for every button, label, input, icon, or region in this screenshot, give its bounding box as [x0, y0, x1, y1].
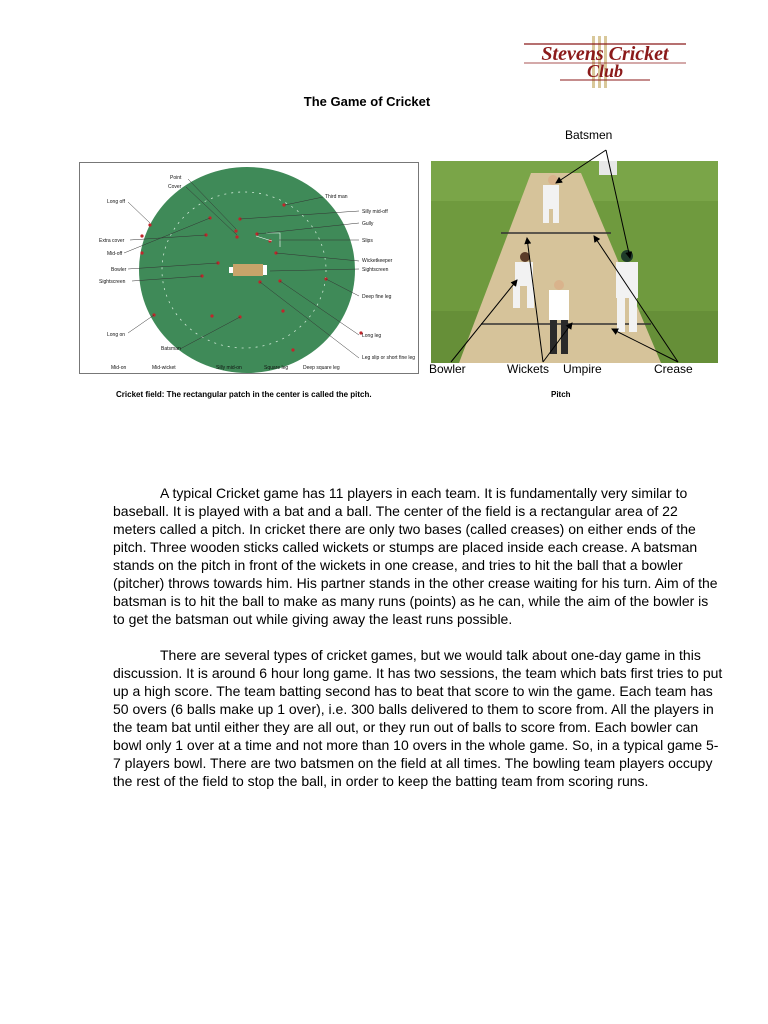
- label-silly-mid-off: Silly mid-off: [362, 209, 388, 215]
- pitch-photo: [431, 161, 718, 363]
- label-deep-fine-leg: Deep fine leg: [362, 294, 392, 300]
- pitch-caption: Pitch: [551, 390, 571, 399]
- label-extra-cover: Extra cover: [99, 238, 125, 244]
- pitch-rect: [233, 264, 263, 276]
- logo-line2: Club: [586, 61, 624, 81]
- label-gully: Gully: [362, 221, 374, 227]
- club-logo: [520, 36, 690, 88]
- cricket-field-diagram: [79, 162, 419, 374]
- label-third-man: Third man: [325, 194, 348, 200]
- label-long-leg: Long leg: [362, 333, 382, 339]
- field-caption: Cricket field: The rectangular patch in the center is called the pitch.: [116, 390, 372, 399]
- label-long-off: Long off: [107, 199, 125, 205]
- body-text: [113, 484, 723, 808]
- label-sightscreen-left: Sightscreen: [99, 279, 126, 285]
- page-title: The Game of Cricket: [303, 94, 431, 109]
- label-mid-on: Mid-on: [111, 365, 127, 371]
- label-wicketkeeper: Wicketkeeper: [362, 258, 393, 264]
- label-batsmen: Batsmen: [565, 128, 613, 142]
- label-umpire: Umpire: [563, 362, 602, 376]
- label-bowler: Bowler: [429, 362, 466, 376]
- label-bowler: Bowler: [111, 267, 127, 273]
- label-silly-mid-on: Silly mid-on: [216, 365, 242, 371]
- label-point: Point: [170, 175, 182, 181]
- label-deep-square-leg: Deep square leg: [303, 365, 340, 371]
- label-wickets: Wickets: [507, 362, 549, 376]
- label-slips: Slips: [362, 238, 373, 244]
- label-long-on: Long on: [107, 332, 126, 338]
- label-cover: Cover: [168, 184, 182, 190]
- label-square-leg: Square leg: [264, 365, 289, 371]
- paragraph-1: A typical Cricket game has 11 players in each team. It is fundamentally very similar to baseball. It is played with a bat and a ball. The center of the field is a rectangular area of 22 meters called a pitch. In cricket there are only two bases (called creases) on either ends of the pitch. Three wooden sticks called wickets or stumps are placed inside each crease. A batsman stands on the pitch in front of the wickets in one crease, and tries to hit the ball that a bowler (pitcher) throws towards him. His partner stands in the other crease waiting for his turn. Aim of the batsman is to hit the ball to make as many runs (points) as he can, while the aim of the bowler is to get the batsman out while giving away the least runs possible.: [113, 485, 718, 627]
- label-mid-wicket: Mid-wicket: [152, 365, 176, 371]
- label-batsman: Batsman: [161, 346, 181, 352]
- logo-line1: Stevens Cricket: [541, 43, 669, 65]
- label-sightscreen-right: Sightscreen: [362, 267, 389, 273]
- label-crease: Crease: [654, 362, 693, 376]
- label-leg-slip: Leg slip or short fine leg: [362, 355, 416, 361]
- label-mid-off: Mid-off: [107, 251, 123, 257]
- paragraph-2: There are several types of cricket games, but we would talk about one-day game in this discussion. It is around 6 hour long game. It has two sessions, the team which bats first tries to put up a high score. The team batting second has to beat that score to win the game. Each team has 50 overs (6 balls make up 1 over), i.e. 300 balls delivered to them to score from. All the players in the team bat until either they are all out, or they run out of balls to score from. Each bowler can bowl only 1 over at a time and not more than 10 overs in the whole game. So, in a typical game 5-7 players bowl. There are two batsmen on the field at all times. The bowling team players occupy the rest of the field to stop the ball, in order to keep the batting team from scoring runs.: [113, 647, 723, 789]
